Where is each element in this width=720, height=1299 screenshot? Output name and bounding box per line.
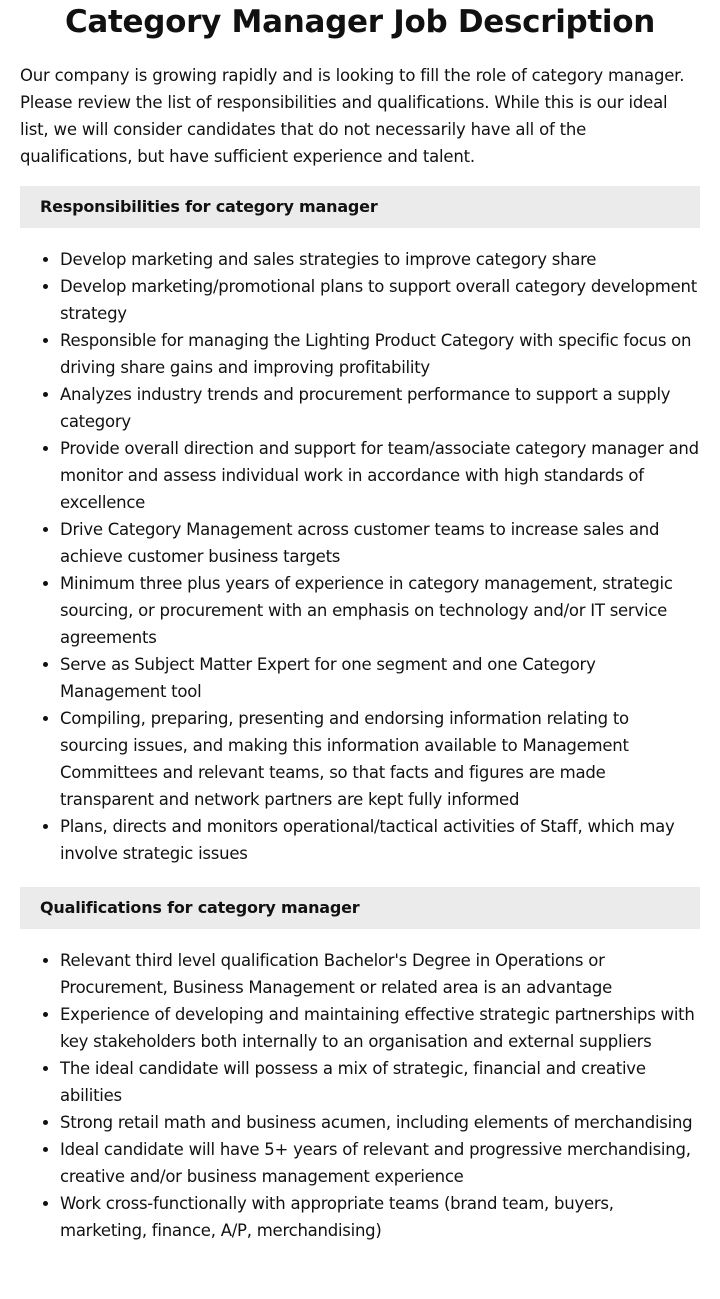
responsibilities-list [20,246,700,867]
page-title: Category Manager Job Description [64,4,656,40]
qualification-item: • Relevant third level qualification Bachelor's Degree in Operations or Procurement, Business Management or related area is an advantage [60,947,700,1001]
qualification-item: • Experience of developing and maintaining effective strategic partnerships with key stakeholders both internally to an organisation and external suppliers [60,1001,700,1055]
qualification-item: • The ideal candidate will possess a mix of strategic, financial and creative abilities [60,1055,700,1109]
responsibility-item: • Analyzes industry trends and procurement performance to support a supply category [60,381,700,435]
qualification-item: • Ideal candidate will have 5+ years of relevant and progressive merchandising, creative and/or business management experience [60,1136,700,1190]
responsibility-item: • Responsible for managing the Lighting Product Category with specific focus on driving share gains and improving profitability [60,327,700,381]
responsibilities-heading: Responsibilities for category manager [20,186,700,228]
responsibility-item: • Serve as Subject Matter Expert for one segment and one Category Management tool [60,651,700,705]
qualification-item: • Strong retail math and business acumen, including elements of merchandising [60,1109,700,1136]
qualifications-heading: Qualifications for category manager [20,887,700,929]
qualification-item: • Work cross-functionally with appropriate teams (brand team, buyers, marketing, finance, A/P, merchandising) [60,1190,700,1244]
responsibility-item: • Drive Category Management across customer teams to increase sales and achieve customer business targets [60,516,700,570]
responsibility-item: • Compiling, preparing, presenting and endorsing information relating to sourcing issues, and making this information available to Management Committees and relevant teams, so that facts and figures are made transparent and network partners are kept fully informed [60,705,700,813]
responsibility-item: • Provide overall direction and support for team/associate category manager and monitor and assess individual work in accordance with high standards of excellence [60,435,700,516]
responsibility-item: • Develop marketing and sales strategies to improve category share [60,246,700,273]
responsibility-item: • Develop marketing/promotional plans to support overall category development strategy [60,273,700,327]
qualifications-list [20,947,700,1244]
responsibility-item: • Plans, directs and monitors operational/tactical activities of Staff, which may involve strategic issues [60,813,700,867]
responsibility-item: • Minimum three plus years of experience in category management, strategic sourcing, or procurement with an emphasis on technology and/or IT service agreements [60,570,700,651]
intro-paragraph: Our company is growing rapidly and is looking to fill the role of category manager. Please review the list of responsibilities and qualifications. While this is our ideal list, we will consider candidates that do not necessarily have all of the qualifications, but have sufficient experience and talent. [20,66,685,166]
